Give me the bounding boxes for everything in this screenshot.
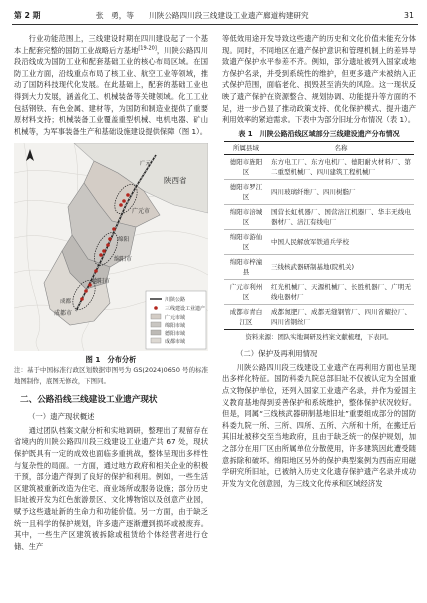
table-source-note: 资料来源：团队实地调研及档案文献梳理，下表同。 [245,332,393,341]
legend-chengdu: 成都市域 [165,339,186,346]
cell-area: 德阳市旌阳区 [224,154,268,179]
cell-area: 绵阳市涪城区 [224,204,268,229]
paragraph-text: 行业功能范围上，三线建设时期在四川建设起了一个基本上配套完整的国防工业战略后方基地 [14,34,208,55]
paragraph-industry-scope [14,33,208,137]
column-header-name: 名称 [268,141,414,154]
citation-ref[interactable]: [19-20] [138,45,157,52]
cell-names: 国营长虹机器厂、国营涪江机器厂、华丰无线电器材厂、涪江有线电厂 [268,204,414,229]
left-column [14,33,208,552]
subsection-heading-reuse: （二）保护及再利用情况 [236,348,318,358]
issue-label: 第 2 期 [14,11,41,20]
paragraph-status-cont: 等低效用途开发导致这些遗产的历史和文化价值未能充分体现。同时，不同地区在遗产保护意识和管理机制上的差异导致遗产保护水平参差不齐。例如，部分遗址被列入国家或地方保护名录，并受到系统性的维护，但更多遗产未被纳入正式保护范围，面临老化、损毁甚至消失的风险。这一现状反映了遗产保护在资源整合、规划协调、功能提升等方面的不足，进一步凸显了推动政策支持、优化保护模式、提升遗产利用效率的紧迫需求。下表中为部分旧址分布情况（表 1）。 [222,34,416,125]
legend-guangyuan: 广元市域 [165,315,186,322]
label-deyang: 德阳市 [92,278,111,286]
paragraph-status: 通过团队档案文献分析和实地调研，整理出了观留存在省境内的川陕公路四川段三线建设工业遗产共 67 处，现状保护既具有一定的成效也面临多重挑战，整体呈现出多样性与复杂性的局面。一方面，通过地方政府和相关企业的积极干预，部分遗产得到了良好的保护和利用。例如，一些生活区建筑被重新改造为住宅、商业场所或服务设施；部分历史旧址被开发为红色旅游景区、文化博物馆以及创意产业园，赋予这些遗址新的生命力和功能价值。另一方面，由于缺乏统一且科学的保护规划，许多遗产逐渐遭到损坏或被废弃。其中，一些生产区建筑被拆除或租赁给个体经营者进行仓储、生产 [14,425,208,551]
figure-caption: 图 1 分布分析 [85,355,137,365]
figure-note: 注：基于中国标准行政区划数据审图号为 GS(2024)0650 号的标准地图制作，底图无修改，下图同。 [14,366,208,385]
cell-names: 中国人民解放军铁道兵学校 [268,229,414,254]
cell-names: 四川玻璃纤维厂、四川树脂厂 [268,179,414,204]
heritage-distribution-table [224,141,414,330]
page-number: 31 [404,11,414,20]
running-title: 张 勇，等 川陕公路四川段三线建设工业遗产廊道构建研究 [96,11,309,20]
table-header-row [224,141,414,154]
table-row [224,154,414,179]
paragraph-reuse: 川陕公路四川段三线建设工业遗产在再利用方面也呈现出多样化特征。国防科委九院总部旧址不仅被认定为全国重点文物保护单位，还列入国家工业遗产名录，并作为爱国主义教育基地得到妥善保护和系统维护，整体保护状况较好。但是，同属“三线核武器研制基地旧址”重要组成部分的国防科委九院一所、三所、四所、五所、六所和十所，在搬迁后其旧址被移交至当地政府，且由于缺乏统一的保护规划，加之部分在用厂区由所属单位分散使用，许多建筑因此遭受随意拆除和破坏。绵阳地区另外的保护典型案例为西南应用磁学研究所旧址，已被纳入历史文化遗存保护遗产名录并成功开发为文化创意园，为三线文化传承和区域经济发 [222,362,416,488]
cell-area: 绵阳市梓潼县 [224,254,268,279]
cell-names: 东方电工厂、东方电机厂、德阳耐火材料厂、第二重型机械厂、四川建筑工程机械厂 [268,154,414,179]
distribution-map [14,143,208,351]
section-heading: 二、公路沿线三线建设工业遗产现状 [20,394,158,405]
column-header-area: 所属县域 [224,141,268,154]
table-row [224,279,414,304]
right-column [222,33,416,489]
label-guangyuan-city: 广元 [140,161,152,168]
label-mianyang-city: 绵阳 [118,237,130,244]
table-row [224,204,414,229]
cell-names: 红光机械厂、天源机械厂、长胜机器厂、广明无线电器材厂 [268,279,414,304]
cell-names: 三线核武器研制基地(院机关) [268,254,414,279]
legend-highway: 川陕公路 [165,297,186,304]
cell-area: 绵阳市游仙区 [224,229,268,254]
cell-names: 成都氮肥厂、成都无缝钢管厂、四川省耀拉厂、四川省钢丝厂 [268,304,414,329]
table-row [224,179,414,204]
table-row [224,254,414,279]
figure-1-map [14,143,208,351]
paragraph-text: ，川陕公路四川段沿线成为国防工业和配套基础工业的核心布局区域。在国防工业方面，沿线重点布局了核工业、航空工业等领域，推动了国防科技现代化发展。在此基础上，配套的基础工业也得到大力发展，涵盖化工、机械装备等关键领域。化工工业包括钢铁、有色金属、建材等，为国防和制造业提供了重要原材料支持；机械装备工业覆盖重型机械、电机电器、矿山机械等，为军事装备生产和基础设施建设提供保障（图 1）。 [14,45,209,136]
map-legend [146,291,206,349]
label-guangyuan: 广元市 [132,208,151,216]
subsection-heading-status: （一）遗产现状概述 [28,411,95,421]
header-rule [12,24,418,25]
legend-deyang: 德阳市域 [165,331,186,338]
table-caption: 表 1 川陕公路沿线区域部分三线建设遗产分布情况 [238,129,400,138]
label-mianyang: 绵阳市 [114,256,133,264]
cell-area: 成都市青白江区 [224,304,268,329]
cell-area: 广元市利州区 [224,279,268,304]
table-row [224,229,414,254]
cell-area: 德阳市罗江区 [224,179,268,204]
label-chengdu-city: 成都 [60,299,72,306]
legend-heritage: 三线建设工业遗产 [165,306,206,313]
label-chengdu: 成都市 [54,310,73,318]
table-row [224,304,414,329]
label-shaanxi: 陕西省 [164,176,187,186]
legend-mianyang: 绵阳市域 [165,323,186,330]
